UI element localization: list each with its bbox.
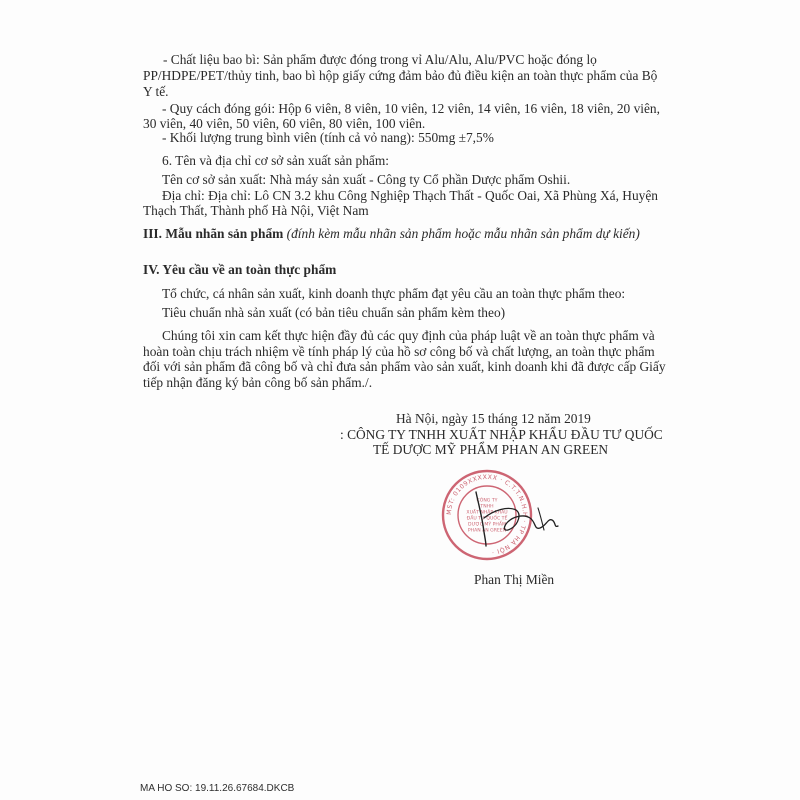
commitment-line1: Chúng tôi xin cam kết thực hiện đầy đủ các quy định của pháp luật về an toàn thực phẩm và bbox=[162, 328, 655, 343]
place-date: Hà Nội, ngày 15 tháng 12 năm 2019 bbox=[396, 411, 591, 426]
packaging-material-line2: PP/HDPE/PET/thủy tinh, bao bì hộp giấy cứng đảm bảo đủ điều kiện an toàn thực phẩm của Bộ bbox=[143, 68, 658, 83]
section4-line1: Tổ chức, cá nhân sản xuất, kinh doanh thực phẩm đạt yêu cầu an toàn thực phẩm theo: bbox=[162, 286, 626, 301]
manufacturer-heading: 6. Tên và địa chỉ cơ sở sản xuất sản phẩm: bbox=[162, 153, 389, 168]
packaging-material-line3: Y tế. bbox=[143, 84, 169, 99]
manufacturer-address-line2: Thạch Thất, Thành phố Hà Nội, Việt Nam bbox=[143, 203, 369, 218]
manufacturer-address-line1: Địa chỉ: Địa chỉ: Lô CN 3.2 khu Công Nghiệp Thạch Thất - Quốc Oai, Xã Phùng Xá, Huyện bbox=[162, 188, 658, 203]
section3-title: III. Mẫu nhãn sản phẩm bbox=[143, 226, 284, 241]
section3-heading bbox=[143, 226, 640, 242]
svg-text:TNHH: TNHH bbox=[480, 504, 494, 510]
svg-text:CÔNG TY: CÔNG TY bbox=[476, 498, 498, 504]
svg-text:DƯỢC MỸ PHẨM: DƯỢC MỸ PHẨM bbox=[468, 522, 506, 528]
handwritten-signature bbox=[468, 488, 568, 548]
company-name-line2: TẾ DƯỢC MỸ PHẨM PHAN AN GREEN bbox=[373, 442, 609, 457]
svg-text:XUẤT NHẬP KHẨU: XUẤT NHẬP KHẨU bbox=[466, 510, 508, 516]
commitment-line2: hoàn toàn chịu trách nhiệm về tính pháp lý của hồ sơ công bố và chất lượng, an toàn thực phẩm bbox=[143, 344, 655, 359]
packaging-material-line1: - Chất liệu bao bì: Sản phẩm được đóng trong vỉ Alu/Alu, Alu/PVC hoặc đóng lọ bbox=[163, 52, 597, 67]
svg-text:ĐẦU TƯ QUỐC TẾ: ĐẦU TƯ QUỐC TẾ bbox=[466, 516, 508, 522]
packaging-spec-line1: - Quy cách đóng gói: Hộp 6 viên, 8 viên, 10 viên, 12 viên, 14 viên, 16 viên, 18 viên, 20 viên, bbox=[162, 101, 660, 116]
section4-title: IV. Yêu cầu về an toàn thực phẩm bbox=[143, 262, 337, 277]
svg-text:PHAN AN GREEN: PHAN AN GREEN bbox=[467, 528, 507, 534]
commitment-line4: tiếp nhận đăng ký bản công bố sản phẩm./. bbox=[143, 375, 373, 390]
record-code: MA HO SO: 19.11.26.67684.DKCB bbox=[140, 783, 295, 794]
manufacturer-name: Tên cơ sở sản xuất: Nhà máy sản xuất - Công ty Cổ phần Dược phẩm Oshii. bbox=[162, 172, 571, 187]
commitment-line3: đối với sản phẩm đã công bố và chỉ đưa sản phẩm vào sản xuất, kinh doanh khi đã được cấp Giấy bbox=[143, 359, 666, 374]
svg-text:MST: 0109XXXXXX · C.T.T.N.H.H: MST: 0109XXXXXX · C.T.T.N.H.H · TP HÀ NỘI · bbox=[445, 473, 529, 556]
signer-name: Phan Thị Miền bbox=[474, 572, 555, 587]
packaging-spec-line2: 30 viên, 40 viên, 50 viên, 60 viên, 80 viên, 100 viên. bbox=[143, 116, 426, 131]
company-name-line1: : CÔNG TY TNHH XUẤT NHẬP KHẨU ĐẦU TƯ QUỐC bbox=[340, 427, 663, 442]
packaging-weight-line: - Khối lượng trung bình viên (tính cả vỏ nang): 550mg ±7,5% bbox=[162, 130, 494, 145]
section3-note: (đính kèm mẫu nhãn sản phẩm hoặc mẫu nhãn sản phẩm dự kiến) bbox=[286, 226, 640, 241]
section4-line2: Tiêu chuẩn nhà sản xuất (có bản tiêu chuẩn sản phẩm kèm theo) bbox=[162, 305, 506, 320]
